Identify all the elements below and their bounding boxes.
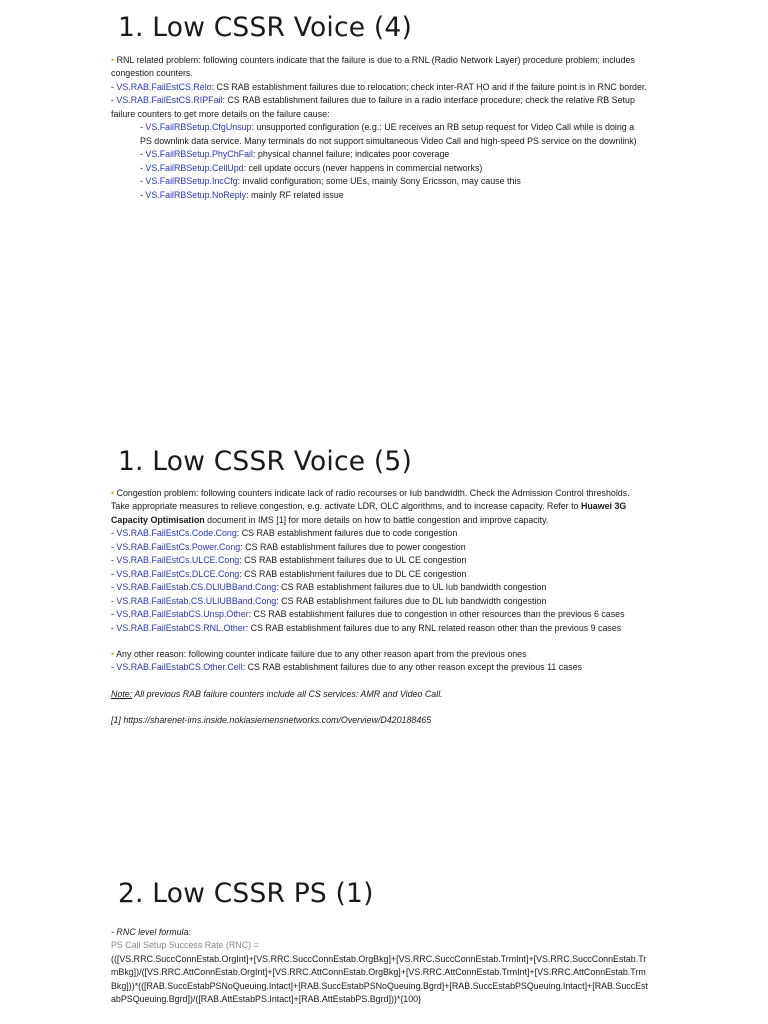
counter-desc: : CS RAB establishment failures due to failure in a radio interface procedure; check the relative RB Setup failure counters to get more details on the failure cause: bbox=[111, 95, 635, 119]
counter-desc: : CS RAB establishment failures due to any other reason except the previous 11 cases bbox=[242, 662, 582, 673]
counter-desc: : CS RAB establishment failures due to relocation; check inter-RAT HO and if the failure point is in RNC border. bbox=[211, 81, 647, 92]
counter-name: VS.RAB.FailEstab.CS.DLIUBBand.Cong bbox=[116, 582, 277, 593]
note-label: Note: bbox=[111, 688, 133, 699]
counter-desc: : CS RAB establishment failures due to congestion in other resources than the previous 6 cases bbox=[248, 609, 625, 620]
counter-name: VS.RAB.FailEstabCS.RNL.Other bbox=[116, 622, 246, 633]
bullet-icon: • bbox=[111, 648, 115, 659]
intro-text: Congestion problem: following counters indicate lack of radio recourses or Iub bandwidth. Check the Admission Control thresholds. Take appropriate measures to relieve congestion, e.g. activate LDR, OLC algorithms, and to increase capacity. Refer to bbox=[111, 488, 630, 512]
counter-name: VS.FailRBSetup.CfgUnsup bbox=[145, 122, 252, 133]
sub-counter-item: - VS.FailRBSetup.IncCfg: invalid configuration; some UEs, mainly Sony Ericsson, may cause this bbox=[140, 176, 521, 187]
counter-item: - VS.RAB.FailEstab.CS.DLIUBBand.Cong: CS RAB establishment failures due to UL Iub bandwidth congestion bbox=[111, 582, 547, 593]
counter-item: - VS.RAB.FailEstabCS.RNL.Other: CS RAB establishment failures due to any RNL related reason other than the previous 9 cases bbox=[111, 622, 622, 633]
counter-item: - VS.RAB.FailEstab.CS.ULIUBBand.Cong: CS RAB establishment failures due to DL Iub bandwidth congestion bbox=[111, 595, 547, 606]
counter-name: VS.FailRBSetup.IncCfg bbox=[145, 176, 238, 187]
counter-item: - VS.RAB.FailEstCS.Relo: CS RAB establishment failures due to relocation; check inter-RAT HO and if the failure point is in RNC border. bbox=[111, 81, 647, 92]
kpi-label: PS Call Setup Success Rate (RNC) = bbox=[111, 940, 259, 951]
counter-desc: : CS RAB establishment failures due to code congestion bbox=[236, 528, 458, 539]
counter-name: VS.RAB.FailEstCs.Code.Cong bbox=[116, 528, 237, 539]
counter-desc: : CS RAB establishment failures due to DL CE congestion bbox=[239, 568, 467, 579]
counter-item: - VS.RAB.FailEstabCS.Other.Cell: CS RAB establishment failures due to any other reason except the previous 11 cases bbox=[111, 662, 582, 673]
counter-desc: : invalid configuration; some UEs, mainly Sony Ericsson, may cause this bbox=[237, 176, 521, 187]
counter-desc: : CS RAB establishment failures due to DL Iub bandwidth congestion bbox=[276, 595, 547, 606]
counter-item: - VS.RAB.FailEstCS.RIPFail: CS RAB establishment failures due to failure in a radio interface procedure; check the relative RB Setup failure counters to get more details on the failure cause: bbox=[111, 95, 635, 119]
counter-desc: : CS RAB establishment failures due to power congestion bbox=[240, 541, 466, 552]
counter-item: - VS.RAB.FailEstCs.ULCE.Cong: CS RAB establishment failures due to UL CE congestion bbox=[111, 555, 467, 566]
counter-name: VS.RAB.FailEstCS.RIPFail bbox=[116, 95, 223, 106]
counter-name: VS.FailRBSetup.NoReply bbox=[145, 189, 247, 200]
spacer bbox=[111, 635, 647, 648]
other-intro-text: Any other reason: following counter indicate failure due to any other reason apart from the previous ones bbox=[116, 648, 527, 659]
other-intro-paragraph bbox=[111, 648, 647, 661]
intro-paragraph bbox=[111, 487, 647, 527]
sub-counter-item: - VS.FailRBSetup.PhyChFail: physical channel failure; indicates poor coverage bbox=[140, 149, 450, 160]
sub-counter-item: - VS.FailRBSetup.NoReply: mainly RF related issue bbox=[140, 189, 344, 200]
reference-link: [1] https://sharenet-ims.inside.nokiasiemensnetworks.com/Overview/D420188465 bbox=[111, 715, 432, 726]
bullet-icon: • bbox=[111, 488, 115, 498]
counter-desc: : CS RAB establishment failures due to any RNL related reason other than the previous 9 cases bbox=[245, 622, 622, 633]
counter-name: VS.RAB.FailEstabCS.Unsp.Other bbox=[116, 609, 249, 620]
counter-name: VS.RAB.FailEstCS.Relo bbox=[116, 81, 212, 92]
counter-desc: : physical channel failure; indicates poor coverage bbox=[252, 149, 450, 160]
rnc-level-label: - RNC level formula: bbox=[111, 927, 191, 937]
counter-name: VS.RAB.FailEstab.CS.ULIUBBand.Cong bbox=[116, 595, 277, 606]
counter-desc: : CS RAB establishment failures due to UL CE congestion bbox=[239, 555, 467, 566]
counter-item: - VS.RAB.FailEstabCS.Unsp.Other: CS RAB establishment failures due to congestion in other resources than the previous 6 cases bbox=[111, 609, 625, 620]
note-text: All previous RAB failure counters include all CS services: AMR and Video Call. bbox=[132, 688, 443, 699]
spacer bbox=[111, 675, 647, 688]
counter-desc: : cell update occurs (never happens in commercial networks) bbox=[243, 162, 483, 173]
counter-name: VS.FailRBSetup.CellUpd bbox=[145, 162, 244, 173]
slide-body bbox=[111, 487, 647, 728]
counter-name: VS.RAB.FailEstCs.Power.Cong bbox=[116, 541, 241, 552]
intro-paragraph bbox=[111, 54, 647, 81]
counter-name: VS.RAB.FailEstCs.ULCE.Cong bbox=[116, 555, 240, 566]
kpi-formula: (([VS.RRC.SuccConnEstab.OrgInt]+[VS.RRC.SuccConnEstab.OrgBkg]+[VS.RRC.SuccConnEstab.TrmInt]+[VS.RRC.SuccConnEstab.TrmBkg])/([VS.RRC.AttConnEstab.OrgInt]+[VS.RRC.AttConnEstab.OrgBkg]+[VS.RRC.AttConnEstab.TrmInt]+[VS.RRC.AttConnEstab.TrmBkg]))*(([RAB.SuccEstabPSNoQueuing.Intact]+[RAB.SuccEstabPSNoQueuing.Bgrd]+[RAB.SuccEstabPSQueuing.Intact]+[RAB.SuccEstabPSQueuing.Bgrd])/([RAB.AttEstabPS.Intact]+[RAB.AttEstabPS.Bgrd]))*{100} bbox=[111, 953, 648, 1005]
counter-name: VS.RAB.FailEstabCS.Other.Cell bbox=[116, 662, 243, 673]
intro-bold-text: Huawei 3G Capacity Optimisation bbox=[111, 501, 627, 525]
counter-desc: : unsupported configuration (e.g.: UE receives an RB setup request for Video Call while is doing a PS downlink data service. Many terminals do not support simultaneous Video Call and high-speed PS service on the downlink) bbox=[140, 122, 637, 146]
counter-item: - VS.RAB.FailEstCs.DLCE.Cong: CS RAB establishment failures due to DL CE congestion bbox=[111, 568, 467, 579]
intro-text: RNL related problem: following counters indicate that the failure is due to a RNL (Radio Network Layer) procedure problem; includes congestion counters. bbox=[111, 55, 635, 79]
slide-body bbox=[111, 54, 647, 202]
counter-item: - VS.RAB.FailEstCs.Power.Cong: CS RAB establishment failures due to power congestion bbox=[111, 541, 466, 552]
sub-counter-item: - VS.FailRBSetup.CellUpd: cell update occurs (never happens in commercial networks) bbox=[140, 162, 483, 173]
counter-desc: : CS RAB establishment failures due to UL Iub bandwidth congestion bbox=[276, 582, 547, 593]
slide-title: 2. Low CSSR PS (1) bbox=[118, 878, 374, 909]
counter-item: - VS.RAB.FailEstCs.Code.Cong: CS RAB establishment failures due to code congestion bbox=[111, 528, 458, 539]
counter-desc: : mainly RF related issue bbox=[246, 189, 344, 200]
sub-counter-item: - VS.FailRBSetup.CfgUnsup: unsupported configuration (e.g.: UE receives an RB setup request for Video Call while is doing a PS downlink data service. Many terminals do not support simultaneous Video Call and high-speed PS service on the downlink) bbox=[140, 122, 637, 146]
bullet-icon: • bbox=[111, 55, 115, 65]
counter-name: VS.FailRBSetup.PhyChFail bbox=[145, 149, 253, 160]
counter-name: VS.RAB.FailEstCs.DLCE.Cong bbox=[116, 568, 240, 579]
note-paragraph bbox=[111, 688, 647, 701]
slide-title: 1. Low CSSR Voice (5) bbox=[118, 446, 412, 477]
slide-title: 1. Low CSSR Voice (4) bbox=[118, 12, 412, 43]
intro-text-end: document in IMS [1] for more details on how to battle congestion and improve capacity. bbox=[204, 514, 549, 525]
spacer bbox=[111, 701, 647, 714]
slide-body bbox=[111, 926, 649, 1007]
